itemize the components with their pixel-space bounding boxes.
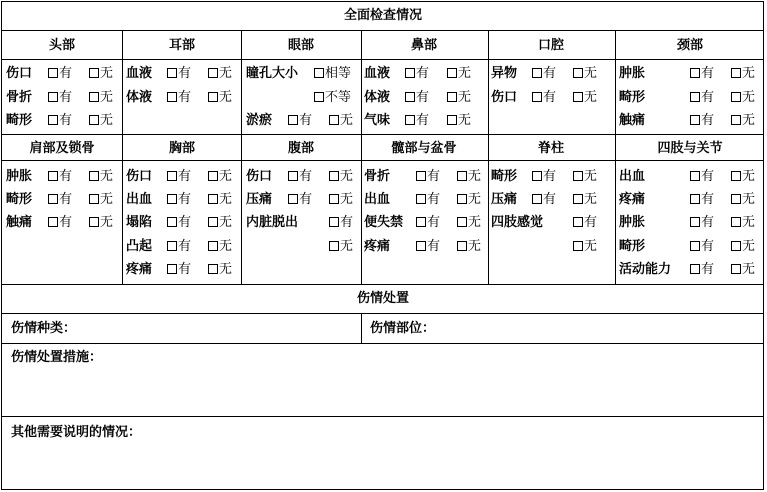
checkbox-icon xyxy=(329,194,339,204)
checkbox-icon xyxy=(573,217,583,227)
checkbox-option[interactable]: 有 xyxy=(532,90,556,105)
checkbox-icon xyxy=(532,171,542,181)
checkbox-option[interactable]: 有 xyxy=(416,169,440,184)
item-label: 伤口 xyxy=(6,66,33,81)
checkbox-icon xyxy=(447,68,457,78)
checkbox-icon xyxy=(532,92,542,102)
checkbox-icon xyxy=(457,194,467,204)
checkbox-icon xyxy=(690,115,700,125)
checkbox-option[interactable]: 无 xyxy=(731,169,755,184)
checkbox-option[interactable]: 有 xyxy=(690,113,714,128)
checkbox-icon xyxy=(314,92,324,102)
section-header-spine: 脊柱 xyxy=(537,141,565,156)
item-label: 疼痛 xyxy=(126,262,153,277)
checkbox-icon xyxy=(329,171,339,181)
item-label: 畸形 xyxy=(619,239,646,254)
item-label: 气味 xyxy=(364,113,391,128)
section-header-ear: 耳部 xyxy=(168,38,196,53)
item-label: 伤口 xyxy=(126,169,153,184)
checkbox-option[interactable]: 无 xyxy=(573,192,597,207)
checkbox-icon xyxy=(690,171,700,181)
checkbox-icon xyxy=(48,171,58,181)
checkbox-icon xyxy=(573,171,583,181)
checkbox-option[interactable]: 无 xyxy=(329,239,353,254)
injury-site-field[interactable] xyxy=(450,316,760,340)
checkbox-option[interactable]: 有 xyxy=(690,192,714,207)
checkbox-icon xyxy=(329,115,339,125)
checkbox-option[interactable]: 无 xyxy=(731,192,755,207)
checkbox-option[interactable]: 有 xyxy=(532,192,556,207)
item-label: 压痛 xyxy=(491,192,518,207)
checkbox-icon xyxy=(573,241,583,251)
checkbox-icon xyxy=(89,217,99,227)
item-label: 出血 xyxy=(619,169,646,184)
checkbox-icon xyxy=(690,194,700,204)
checkbox-option[interactable]: 有 xyxy=(48,169,72,184)
checkbox-icon xyxy=(329,241,339,251)
item-label: 伤口 xyxy=(491,90,518,105)
rule xyxy=(1,416,764,417)
checkbox-icon xyxy=(405,68,415,78)
checkbox-option[interactable]: 无 xyxy=(208,169,232,184)
checkbox-option[interactable]: 有 xyxy=(532,169,556,184)
injury-type-field[interactable] xyxy=(90,316,358,340)
item-label: 出血 xyxy=(364,192,391,207)
checkbox-option[interactable]: 有 xyxy=(167,239,191,254)
rule xyxy=(122,30,123,284)
injury-type-label: 伤情种类： xyxy=(11,321,77,336)
checkbox-icon xyxy=(329,217,339,227)
checkbox-option[interactable]: 无 xyxy=(447,66,471,81)
checkbox-icon xyxy=(288,171,298,181)
checkbox-option[interactable]: 有 xyxy=(573,215,597,230)
checkbox-option[interactable]: 有 xyxy=(48,215,72,230)
checkbox-icon xyxy=(416,217,426,227)
item-label: 出血 xyxy=(126,192,153,207)
checkbox-option[interactable]: 无 xyxy=(731,239,755,254)
checkbox-icon xyxy=(731,241,741,251)
checkbox-icon xyxy=(690,68,700,78)
checkbox-option[interactable]: 无 xyxy=(457,239,481,254)
checkbox-option[interactable]: 有 xyxy=(690,239,714,254)
rule xyxy=(361,313,362,343)
checkbox-icon xyxy=(48,115,58,125)
section-header-mouth: 口腔 xyxy=(537,38,565,53)
checkbox-option[interactable]: 有 xyxy=(167,169,191,184)
checkbox-icon xyxy=(457,171,467,181)
checkbox-option[interactable]: 有 xyxy=(405,113,429,128)
checkbox-icon xyxy=(457,241,467,251)
item-label: 淤瘀 xyxy=(246,113,273,128)
rule xyxy=(1,59,764,60)
treatment-measures-field[interactable] xyxy=(8,368,758,412)
checkbox-option[interactable]: 无 xyxy=(329,113,353,128)
item-label: 肿胀 xyxy=(6,169,33,184)
checkbox-option[interactable]: 无 xyxy=(447,90,471,105)
checkbox-icon xyxy=(405,92,415,102)
item-label: 内脏脱出 xyxy=(246,215,299,230)
checkbox-icon xyxy=(167,171,177,181)
item-label: 畸形 xyxy=(6,113,33,128)
checkbox-option[interactable]: 有 xyxy=(416,192,440,207)
checkbox-icon xyxy=(208,171,218,181)
rule xyxy=(1,343,764,344)
section-header-eye: 眼部 xyxy=(287,38,315,53)
rule xyxy=(1,284,764,285)
checkbox-icon xyxy=(48,217,58,227)
checkbox-icon xyxy=(416,241,426,251)
checkbox-option[interactable]: 无 xyxy=(208,215,232,230)
checkbox-icon xyxy=(731,217,741,227)
checkbox-icon xyxy=(89,115,99,125)
checkbox-icon xyxy=(731,171,741,181)
checkbox-icon xyxy=(167,241,177,251)
form-title: 全面检查情况 xyxy=(343,8,423,23)
item-label: 畸形 xyxy=(619,90,646,105)
section-header-limbs: 四肢与关节 xyxy=(657,141,723,156)
checkbox-option[interactable]: 有 xyxy=(690,262,714,277)
checkbox-option[interactable]: 无 xyxy=(208,90,232,105)
checkbox-icon xyxy=(573,194,583,204)
checkbox-option[interactable]: 无 xyxy=(89,90,113,105)
checkbox-option[interactable]: 不等 xyxy=(314,90,351,105)
item-label: 畸形 xyxy=(491,169,518,184)
checkbox-option[interactable]: 有 xyxy=(416,215,440,230)
checkbox-option[interactable]: 无 xyxy=(89,113,113,128)
checkbox-option[interactable]: 无 xyxy=(731,66,755,81)
rule xyxy=(1,30,764,31)
checkbox-option[interactable]: 有 xyxy=(167,66,191,81)
checkbox-icon xyxy=(532,68,542,78)
checkbox-option[interactable]: 有 xyxy=(167,262,191,277)
treatment-measures-label: 伤情处置措施： xyxy=(11,350,103,365)
section-header-nose: 鼻部 xyxy=(410,38,438,53)
checkbox-icon xyxy=(447,115,457,125)
checkbox-option[interactable]: 有 xyxy=(690,66,714,81)
checkbox-icon xyxy=(167,264,177,274)
checkbox-icon xyxy=(208,92,218,102)
treatment-title: 伤情处置 xyxy=(356,291,410,306)
item-label: 伤口 xyxy=(246,169,273,184)
rule xyxy=(1,313,764,314)
section-header-shoulder: 肩部及锁骨 xyxy=(29,141,95,156)
item-label: 血液 xyxy=(126,66,153,81)
section-header-chest: 胸部 xyxy=(168,141,196,156)
item-label: 瞳孔大小 xyxy=(246,66,299,81)
item-label: 骨折 xyxy=(364,169,391,184)
item-label: 便失禁 xyxy=(364,215,404,230)
checkbox-icon xyxy=(416,194,426,204)
checkbox-option[interactable]: 无 xyxy=(731,90,755,105)
item-label: 疼痛 xyxy=(619,192,646,207)
checkbox-icon xyxy=(89,68,99,78)
checkbox-icon xyxy=(690,217,700,227)
item-label: 四肢感觉 xyxy=(491,215,544,230)
checkbox-option[interactable]: 无 xyxy=(457,169,481,184)
checkbox-option[interactable]: 无 xyxy=(447,113,471,128)
rule xyxy=(361,30,362,284)
item-label: 活动能力 xyxy=(619,262,672,277)
checkbox-option[interactable]: 有 xyxy=(690,169,714,184)
checkbox-icon xyxy=(690,241,700,251)
checkbox-icon xyxy=(573,92,583,102)
checkbox-option[interactable]: 有 xyxy=(167,215,191,230)
checkbox-icon xyxy=(167,92,177,102)
checkbox-option[interactable]: 无 xyxy=(208,262,232,277)
checkbox-option[interactable]: 无 xyxy=(89,66,113,81)
checkbox-option[interactable]: 有 xyxy=(288,113,312,128)
checkbox-option[interactable]: 无 xyxy=(573,169,597,184)
checkbox-icon xyxy=(48,92,58,102)
checkbox-icon xyxy=(208,264,218,274)
checkbox-option[interactable]: 有 xyxy=(690,215,714,230)
checkbox-icon xyxy=(416,171,426,181)
checkbox-icon xyxy=(89,194,99,204)
rule xyxy=(241,30,242,284)
checkbox-option[interactable]: 有 xyxy=(48,192,72,207)
section-header-abdomen: 腹部 xyxy=(287,141,315,156)
item-label: 凸起 xyxy=(126,239,153,254)
checkbox-icon xyxy=(89,171,99,181)
checkbox-icon xyxy=(208,241,218,251)
item-label: 骨折 xyxy=(6,90,33,105)
checkbox-icon xyxy=(314,68,324,78)
checkbox-option[interactable]: 有 xyxy=(288,192,312,207)
checkbox-option[interactable]: 有 xyxy=(48,66,72,81)
item-label: 异物 xyxy=(491,66,518,81)
checkbox-option[interactable]: 无 xyxy=(573,90,597,105)
item-label: 塌陷 xyxy=(126,215,153,230)
checkbox-option[interactable]: 无 xyxy=(89,215,113,230)
checkbox-icon xyxy=(48,194,58,204)
checkbox-option[interactable]: 无 xyxy=(457,192,481,207)
rule xyxy=(1,134,764,135)
section-header-neck: 颈部 xyxy=(676,38,704,53)
checkbox-option[interactable]: 无 xyxy=(573,66,597,81)
checkbox-option[interactable]: 有 xyxy=(405,66,429,81)
injury-site-label: 伤情部位： xyxy=(370,321,436,336)
checkbox-option[interactable]: 有 xyxy=(532,66,556,81)
checkbox-option[interactable]: 无 xyxy=(89,192,113,207)
checkbox-option[interactable]: 无 xyxy=(731,262,755,277)
checkbox-option[interactable]: 有 xyxy=(690,90,714,105)
item-label: 肿胀 xyxy=(619,215,646,230)
item-label: 血液 xyxy=(364,66,391,81)
checkbox-icon xyxy=(731,68,741,78)
checkbox-option[interactable]: 无 xyxy=(731,215,755,230)
checkbox-option[interactable]: 无 xyxy=(208,192,232,207)
checkbox-icon xyxy=(731,92,741,102)
checkbox-option[interactable]: 无 xyxy=(573,239,597,254)
checkbox-option[interactable]: 无 xyxy=(89,169,113,184)
checkbox-option[interactable]: 无 xyxy=(731,113,755,128)
checkbox-icon xyxy=(573,68,583,78)
item-label: 肿胀 xyxy=(619,66,646,81)
rule xyxy=(488,30,489,284)
checkbox-icon xyxy=(167,217,177,227)
rule xyxy=(1,160,764,161)
checkbox-option[interactable]: 无 xyxy=(208,239,232,254)
checkbox-option[interactable]: 无 xyxy=(329,169,353,184)
checkbox-option[interactable]: 有 xyxy=(288,169,312,184)
checkbox-icon xyxy=(405,115,415,125)
checkbox-option[interactable]: 无 xyxy=(329,192,353,207)
checkbox-option[interactable]: 有 xyxy=(48,90,72,105)
checkbox-icon xyxy=(89,92,99,102)
checkbox-icon xyxy=(731,194,741,204)
rule xyxy=(615,30,616,284)
checkbox-icon xyxy=(690,264,700,274)
section-header-head: 头部 xyxy=(48,38,76,53)
checkbox-icon xyxy=(731,264,741,274)
item-label: 触痛 xyxy=(619,113,646,128)
checkbox-icon xyxy=(288,194,298,204)
checkbox-option[interactable]: 有 xyxy=(167,192,191,207)
item-label: 体液 xyxy=(364,90,391,105)
checkbox-option[interactable]: 无 xyxy=(208,66,232,81)
other-notes-label: 其他需要说明的情况： xyxy=(11,425,142,440)
checkbox-icon xyxy=(167,68,177,78)
item-label: 畸形 xyxy=(6,192,33,207)
checkbox-option[interactable]: 无 xyxy=(457,215,481,230)
checkbox-icon xyxy=(532,194,542,204)
item-label: 疼痛 xyxy=(364,239,391,254)
checkbox-icon xyxy=(167,194,177,204)
checkbox-icon xyxy=(457,217,467,227)
checkbox-icon xyxy=(48,68,58,78)
checkbox-icon xyxy=(288,115,298,125)
item-label: 触痛 xyxy=(6,215,33,230)
item-label: 压痛 xyxy=(246,192,273,207)
checkbox-icon xyxy=(690,92,700,102)
checkbox-icon xyxy=(208,194,218,204)
checkbox-icon xyxy=(208,68,218,78)
checkbox-option[interactable]: 有 xyxy=(48,113,72,128)
item-label: 体液 xyxy=(126,90,153,105)
checkbox-icon xyxy=(208,217,218,227)
checkbox-icon xyxy=(731,115,741,125)
other-notes-field[interactable] xyxy=(8,443,758,485)
checkbox-option[interactable]: 有 xyxy=(167,90,191,105)
checkbox-option[interactable]: 有 xyxy=(405,90,429,105)
checkbox-icon xyxy=(447,92,457,102)
checkbox-option[interactable]: 相等 xyxy=(314,66,351,81)
checkbox-option[interactable]: 有 xyxy=(329,215,353,230)
checkbox-option[interactable]: 有 xyxy=(416,239,440,254)
section-header-hip: 髋部与盆骨 xyxy=(391,141,457,156)
